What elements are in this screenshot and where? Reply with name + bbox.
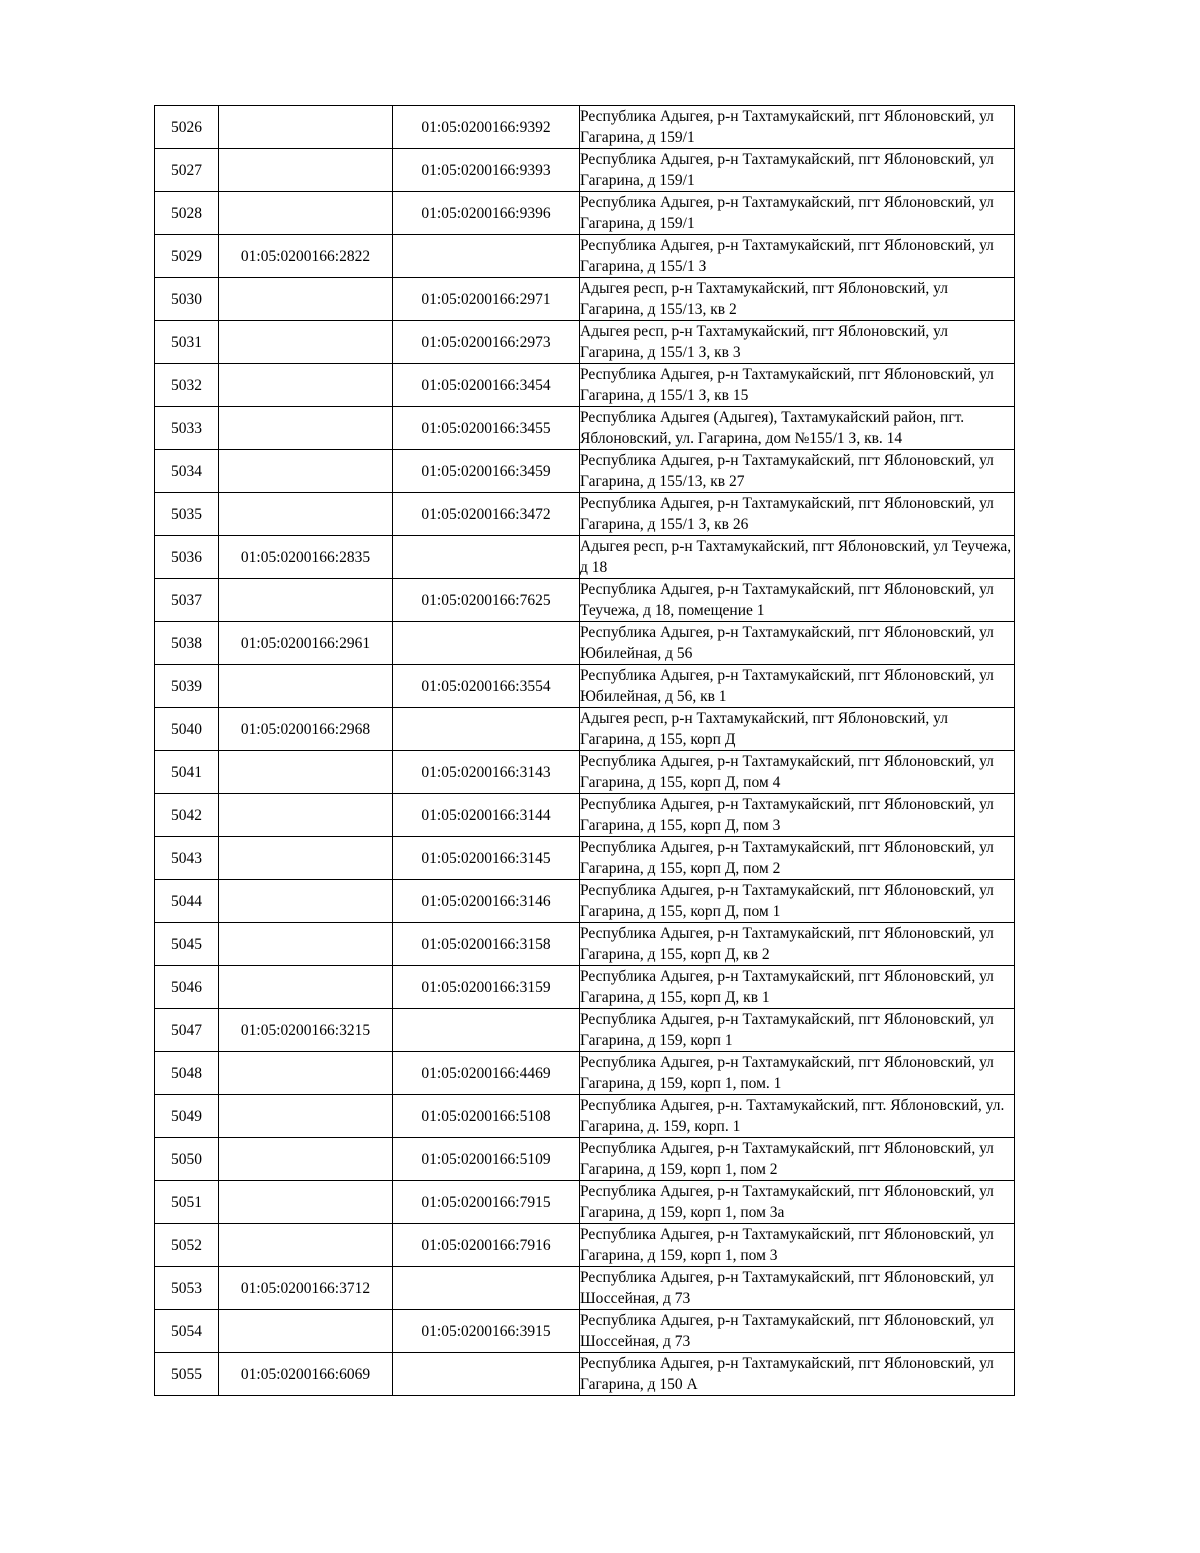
- object-cadastral-number-cell: 01:05:0200166:3454: [393, 364, 580, 407]
- table-row: [155, 493, 1015, 536]
- table-row: [155, 235, 1015, 278]
- table-row: [155, 837, 1015, 880]
- table-row: [155, 1095, 1015, 1138]
- row-number-cell: 5028: [155, 192, 219, 235]
- parcel-cadastral-number-cell: [219, 579, 393, 622]
- address-cell: Республика Адыгея, р-н Тахтамукайский, пгт Яблоновский, ул Гагарина, д 159, корп 1: [580, 1009, 1015, 1052]
- object-cadastral-number-cell: [393, 622, 580, 665]
- object-cadastral-number-cell: 01:05:0200166:3554: [393, 665, 580, 708]
- object-cadastral-number-cell: [393, 708, 580, 751]
- row-number-cell: 5029: [155, 235, 219, 278]
- table-row: [155, 321, 1015, 364]
- address-cell: Республика Адыгея, р-н Тахтамукайский, пгт Яблоновский, ул Гагарина, д 159/1: [580, 149, 1015, 192]
- address-cell: Республика Адыгея, р-н Тахтамукайский, пгт Яблоновский, ул Юбилейная, д 56, кв 1: [580, 665, 1015, 708]
- table-row: [155, 1138, 1015, 1181]
- table-row: [155, 880, 1015, 923]
- address-cell: Республика Адыгея (Адыгея), Тахтамукайский район, пгт. Яблоновский, ул. Гагарина, дом №155/1 З, кв. 14: [580, 407, 1015, 450]
- parcel-cadastral-number-cell: [219, 966, 393, 1009]
- parcel-cadastral-number-cell: [219, 407, 393, 450]
- row-number-cell: 5046: [155, 966, 219, 1009]
- address-cell: Республика Адыгея, р-н Тахтамукайский, пгт Яблоновский, ул Гагарина, д 155, корп Д, пом 2: [580, 837, 1015, 880]
- row-number-cell: 5034: [155, 450, 219, 493]
- table-row: [155, 622, 1015, 665]
- object-cadastral-number-cell: 01:05:0200166:3146: [393, 880, 580, 923]
- row-number-cell: 5035: [155, 493, 219, 536]
- table-row: [155, 407, 1015, 450]
- address-cell: Республика Адыгея, р-н Тахтамукайский, пгт Яблоновский, ул Гагарина, д 155, корп Д, пом 1: [580, 880, 1015, 923]
- object-cadastral-number-cell: [393, 1353, 580, 1396]
- address-cell: Республика Адыгея, р-н Тахтамукайский, пгт Яблоновский, ул Теучежа, д 18, помещение 1: [580, 579, 1015, 622]
- table-row: [155, 1181, 1015, 1224]
- object-cadastral-number-cell: 01:05:0200166:3158: [393, 923, 580, 966]
- row-number-cell: 5049: [155, 1095, 219, 1138]
- row-number-cell: 5038: [155, 622, 219, 665]
- object-cadastral-number-cell: 01:05:0200166:7916: [393, 1224, 580, 1267]
- table-row: [155, 1310, 1015, 1353]
- address-cell: Республика Адыгея, р-н Тахтамукайский, пгт Яблоновский, ул Гагарина, д 155/1 З, кв 15: [580, 364, 1015, 407]
- parcel-cadastral-number-cell: [219, 493, 393, 536]
- object-cadastral-number-cell: 01:05:0200166:3159: [393, 966, 580, 1009]
- address-cell: Республика Адыгея, р-н Тахтамукайский, пгт Яблоновский, ул Юбилейная, д 56: [580, 622, 1015, 665]
- object-cadastral-number-cell: 01:05:0200166:7915: [393, 1181, 580, 1224]
- parcel-cadastral-number-cell: [219, 751, 393, 794]
- address-cell: Республика Адыгея, р-н Тахтамукайский, пгт Яблоновский, ул Гагарина, д 159, корп 1, пом 2: [580, 1138, 1015, 1181]
- row-number-cell: 5045: [155, 923, 219, 966]
- row-number-cell: 5042: [155, 794, 219, 837]
- row-number-cell: 5040: [155, 708, 219, 751]
- parcel-cadastral-number-cell: 01:05:0200166:3215: [219, 1009, 393, 1052]
- row-number-cell: 5031: [155, 321, 219, 364]
- object-cadastral-number-cell: 01:05:0200166:3144: [393, 794, 580, 837]
- object-cadastral-number-cell: 01:05:0200166:2973: [393, 321, 580, 364]
- object-cadastral-number-cell: 01:05:0200166:9392: [393, 106, 580, 149]
- table-row: [155, 1353, 1015, 1396]
- address-cell: Адыгея респ, р-н Тахтамукайский, пгт Яблоновский, ул Теучежа, д 18: [580, 536, 1015, 579]
- table-row: [155, 794, 1015, 837]
- row-number-cell: 5053: [155, 1267, 219, 1310]
- address-cell: Республика Адыгея, р-н Тахтамукайский, пгт Яблоновский, ул Гагарина, д 155, корп Д, пом 4: [580, 751, 1015, 794]
- parcel-cadastral-number-cell: [219, 837, 393, 880]
- parcel-cadastral-number-cell: [219, 1095, 393, 1138]
- table-body: [155, 106, 1015, 1396]
- object-cadastral-number-cell: 01:05:0200166:9393: [393, 149, 580, 192]
- row-number-cell: 5027: [155, 149, 219, 192]
- table-row: [155, 192, 1015, 235]
- object-cadastral-number-cell: 01:05:0200166:5108: [393, 1095, 580, 1138]
- address-cell: Адыгея респ, р-н Тахтамукайский, пгт Яблоновский, ул Гагарина, д 155/1 З, кв 3: [580, 321, 1015, 364]
- table-row: [155, 106, 1015, 149]
- parcel-cadastral-number-cell: [219, 880, 393, 923]
- parcel-cadastral-number-cell: [219, 794, 393, 837]
- table-row: [155, 923, 1015, 966]
- parcel-cadastral-number-cell: [219, 1138, 393, 1181]
- table-row: [155, 1267, 1015, 1310]
- table-row: [155, 1224, 1015, 1267]
- address-cell: Адыгея респ, р-н Тахтамукайский, пгт Яблоновский, ул Гагарина, д 155/13, кв 2: [580, 278, 1015, 321]
- row-number-cell: 5026: [155, 106, 219, 149]
- table-row: [155, 665, 1015, 708]
- row-number-cell: 5033: [155, 407, 219, 450]
- address-cell: Республика Адыгея, р-н Тахтамукайский, пгт Яблоновский, ул Гагарина, д 159, корп 1, пом 3а: [580, 1181, 1015, 1224]
- row-number-cell: 5054: [155, 1310, 219, 1353]
- parcel-cadastral-number-cell: 01:05:0200166:2835: [219, 536, 393, 579]
- table-row: [155, 751, 1015, 794]
- parcel-cadastral-number-cell: [219, 665, 393, 708]
- object-cadastral-number-cell: [393, 536, 580, 579]
- parcel-cadastral-number-cell: [219, 364, 393, 407]
- row-number-cell: 5041: [155, 751, 219, 794]
- table-row: [155, 364, 1015, 407]
- object-cadastral-number-cell: [393, 1267, 580, 1310]
- row-number-cell: 5051: [155, 1181, 219, 1224]
- parcel-cadastral-number-cell: 01:05:0200166:3712: [219, 1267, 393, 1310]
- parcel-cadastral-number-cell: 01:05:0200166:2968: [219, 708, 393, 751]
- row-number-cell: 5052: [155, 1224, 219, 1267]
- object-cadastral-number-cell: 01:05:0200166:9396: [393, 192, 580, 235]
- row-number-cell: 5036: [155, 536, 219, 579]
- address-cell: Республика Адыгея, р-н Тахтамукайский, пгт Яблоновский, ул Гагарина, д 155/1 З, кв 26: [580, 493, 1015, 536]
- parcel-cadastral-number-cell: [219, 106, 393, 149]
- table-row: [155, 1052, 1015, 1095]
- row-number-cell: 5032: [155, 364, 219, 407]
- table-row: [155, 278, 1015, 321]
- parcel-cadastral-number-cell: [219, 450, 393, 493]
- table-row: [155, 708, 1015, 751]
- row-number-cell: 5055: [155, 1353, 219, 1396]
- object-cadastral-number-cell: 01:05:0200166:3143: [393, 751, 580, 794]
- address-cell: Республика Адыгея, р-н Тахтамукайский, пгт Яблоновский, ул Гагарина, д 150 А: [580, 1353, 1015, 1396]
- address-cell: Республика Адыгея, р-н Тахтамукайский, пгт Яблоновский, ул Гагарина, д 159/1: [580, 192, 1015, 235]
- parcel-cadastral-number-cell: [219, 923, 393, 966]
- object-cadastral-number-cell: 01:05:0200166:5109: [393, 1138, 580, 1181]
- address-cell: Республика Адыгея, р-н Тахтамукайский, пгт Яблоновский, ул Гагарина, д 155/13, кв 27: [580, 450, 1015, 493]
- object-cadastral-number-cell: 01:05:0200166:7625: [393, 579, 580, 622]
- address-cell: Адыгея респ, р-н Тахтамукайский, пгт Яблоновский, ул Гагарина, д 155, корп Д: [580, 708, 1015, 751]
- object-cadastral-number-cell: 01:05:0200166:4469: [393, 1052, 580, 1095]
- table-row: [155, 149, 1015, 192]
- row-number-cell: 5044: [155, 880, 219, 923]
- table-row: [155, 536, 1015, 579]
- parcel-cadastral-number-cell: 01:05:0200166:2822: [219, 235, 393, 278]
- address-cell: Республика Адыгея, р-н Тахтамукайский, пгт Яблоновский, ул Гагарина, д 159, корп 1, пом. 1: [580, 1052, 1015, 1095]
- parcel-cadastral-number-cell: [219, 321, 393, 364]
- address-cell: Республика Адыгея, р-н Тахтамукайский, пгт Яблоновский, ул Гагарина, д 155, корп Д, пом 3: [580, 794, 1015, 837]
- parcel-cadastral-number-cell: [219, 1181, 393, 1224]
- object-cadastral-number-cell: 01:05:0200166:3455: [393, 407, 580, 450]
- row-number-cell: 5037: [155, 579, 219, 622]
- row-number-cell: 5047: [155, 1009, 219, 1052]
- row-number-cell: 5043: [155, 837, 219, 880]
- table-row: [155, 579, 1015, 622]
- row-number-cell: 5030: [155, 278, 219, 321]
- object-cadastral-number-cell: 01:05:0200166:2971: [393, 278, 580, 321]
- address-cell: Республика Адыгея, р-н Тахтамукайский, пгт Яблоновский, ул Гагарина, д 155/1 З: [580, 235, 1015, 278]
- object-cadastral-number-cell: 01:05:0200166:3459: [393, 450, 580, 493]
- parcel-cadastral-number-cell: [219, 1310, 393, 1353]
- row-number-cell: 5039: [155, 665, 219, 708]
- parcel-cadastral-number-cell: 01:05:0200166:6069: [219, 1353, 393, 1396]
- address-cell: Республика Адыгея, р-н Тахтамукайский, пгт Яблоновский, ул Гагарина, д 159/1: [580, 106, 1015, 149]
- address-cell: Республика Адыгея, р-н. Тахтамукайский, пгт. Яблоновский, ул. Гагарина, д. 159, корп. 1: [580, 1095, 1015, 1138]
- object-cadastral-number-cell: [393, 1009, 580, 1052]
- cadastral-registry-table: [154, 105, 1015, 1396]
- object-cadastral-number-cell: 01:05:0200166:3472: [393, 493, 580, 536]
- row-number-cell: 5048: [155, 1052, 219, 1095]
- object-cadastral-number-cell: 01:05:0200166:3915: [393, 1310, 580, 1353]
- address-cell: Республика Адыгея, р-н Тахтамукайский, пгт Яблоновский, ул Гагарина, д 155, корп Д, кв 1: [580, 966, 1015, 1009]
- object-cadastral-number-cell: 01:05:0200166:3145: [393, 837, 580, 880]
- row-number-cell: 5050: [155, 1138, 219, 1181]
- table-row: [155, 966, 1015, 1009]
- parcel-cadastral-number-cell: [219, 149, 393, 192]
- object-cadastral-number-cell: [393, 235, 580, 278]
- parcel-cadastral-number-cell: [219, 278, 393, 321]
- parcel-cadastral-number-cell: [219, 1052, 393, 1095]
- table-row: [155, 1009, 1015, 1052]
- parcel-cadastral-number-cell: [219, 192, 393, 235]
- table-row: [155, 450, 1015, 493]
- address-cell: Республика Адыгея, р-н Тахтамукайский, пгт Яблоновский, ул Шоссейная, д 73: [580, 1267, 1015, 1310]
- parcel-cadastral-number-cell: 01:05:0200166:2961: [219, 622, 393, 665]
- address-cell: Республика Адыгея, р-н Тахтамукайский, пгт Яблоновский, ул Шоссейная, д 73: [580, 1310, 1015, 1353]
- address-cell: Республика Адыгея, р-н Тахтамукайский, пгт Яблоновский, ул Гагарина, д 155, корп Д, кв 2: [580, 923, 1015, 966]
- parcel-cadastral-number-cell: [219, 1224, 393, 1267]
- address-cell: Республика Адыгея, р-н Тахтамукайский, пгт Яблоновский, ул Гагарина, д 159, корп 1, пом 3: [580, 1224, 1015, 1267]
